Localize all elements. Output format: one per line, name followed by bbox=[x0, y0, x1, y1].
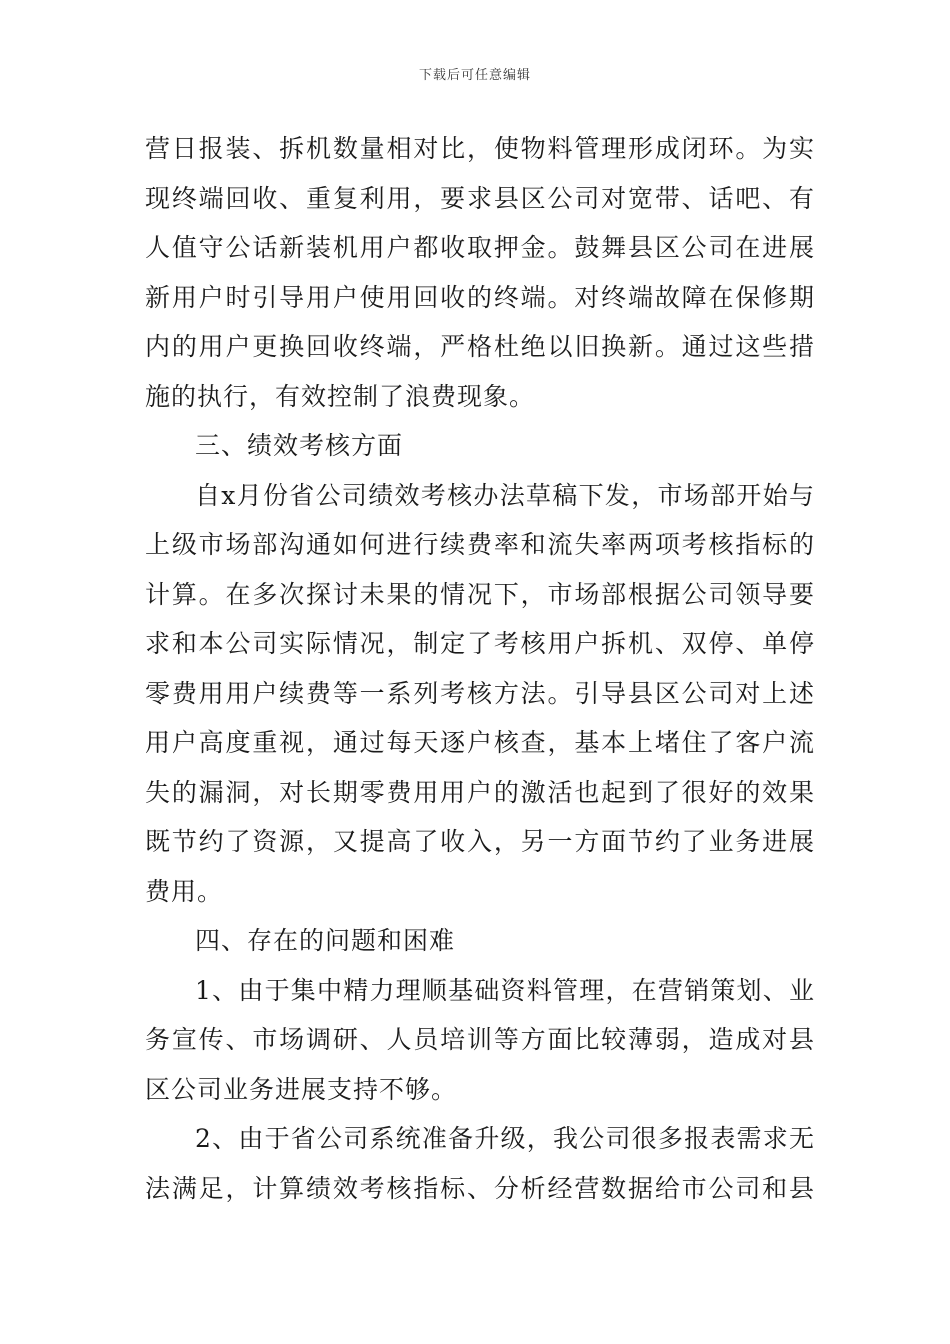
text-line: 营日报装、拆机数量相对比，使物料管理形成闭环。为实 bbox=[145, 134, 815, 163]
text-line: 施的执行，有效控制了浪费现象。 bbox=[145, 381, 536, 411]
section-heading: 四、存在的问题和困难 bbox=[195, 926, 456, 955]
text-line: 失的漏洞，对长期零费用用户的激活也起到了很好的效果 bbox=[145, 777, 815, 807]
document-body bbox=[145, 124, 815, 1213]
text-line: 人值守公话新装机用户都收取押金。鼓舞县区公司在进展 bbox=[145, 233, 815, 262]
section-heading-problems bbox=[145, 916, 815, 966]
text-line: 求和本公司实际情况，制定了考核用户拆机、双停、单停 bbox=[145, 629, 815, 658]
section-heading: 三、绩效考核方面 bbox=[195, 431, 404, 460]
text-line: 务宣传、市场调研、人员培训等方面比较薄弱，造成对县 bbox=[145, 1025, 815, 1054]
text-line: 法满足，计算绩效考核指标、分析经营数据给市公司和县 bbox=[145, 1173, 815, 1203]
paragraph-problem-1 bbox=[145, 966, 815, 1115]
text-line: 区公司业务进展支持不够。 bbox=[145, 1074, 458, 1104]
paragraph-performance bbox=[145, 471, 815, 917]
text-line: 内的用户更换回收终端，严格杜绝以旧换新。通过这些措 bbox=[145, 332, 815, 361]
text-line: 既节约了资源，又提高了收入，另一方面节约了业务进展 bbox=[145, 827, 815, 856]
page-header: 下载后可任意编辑 bbox=[418, 68, 531, 83]
text-line: 上级市场部沟通如何进行续费率和流失率两项考核指标的 bbox=[145, 530, 815, 559]
text-line: 新用户时引导用户使用回收的终端。对终端故障在保修期 bbox=[145, 282, 815, 312]
paragraph-problem-2 bbox=[145, 1114, 815, 1213]
text-line: 1、由于集中精力理顺基础资料管理，在营销策划、业 bbox=[195, 975, 815, 1005]
text-line: 2、由于省公司系统准备升级，我公司很多报表需求无 bbox=[195, 1124, 815, 1153]
text-line: 现终端回收、重复利用，要求县区公司对宽带、话吧、有 bbox=[145, 183, 815, 213]
paragraph-material-management bbox=[145, 124, 815, 421]
text-line: 自x月份省公司绩效考核办法草稿下发，市场部开始与 bbox=[195, 480, 815, 510]
text-line: 费用。 bbox=[145, 876, 224, 906]
section-heading-performance bbox=[145, 421, 815, 471]
text-line: 计算。在多次探讨未果的情况下，市场部根据公司领导要 bbox=[145, 579, 815, 609]
text-line: 用户高度重视，通过每天逐户核查，基本上堵住了客户流 bbox=[145, 728, 815, 757]
text-line: 零费用用户续费等一系列考核方法。引导县区公司对上述 bbox=[145, 678, 815, 708]
